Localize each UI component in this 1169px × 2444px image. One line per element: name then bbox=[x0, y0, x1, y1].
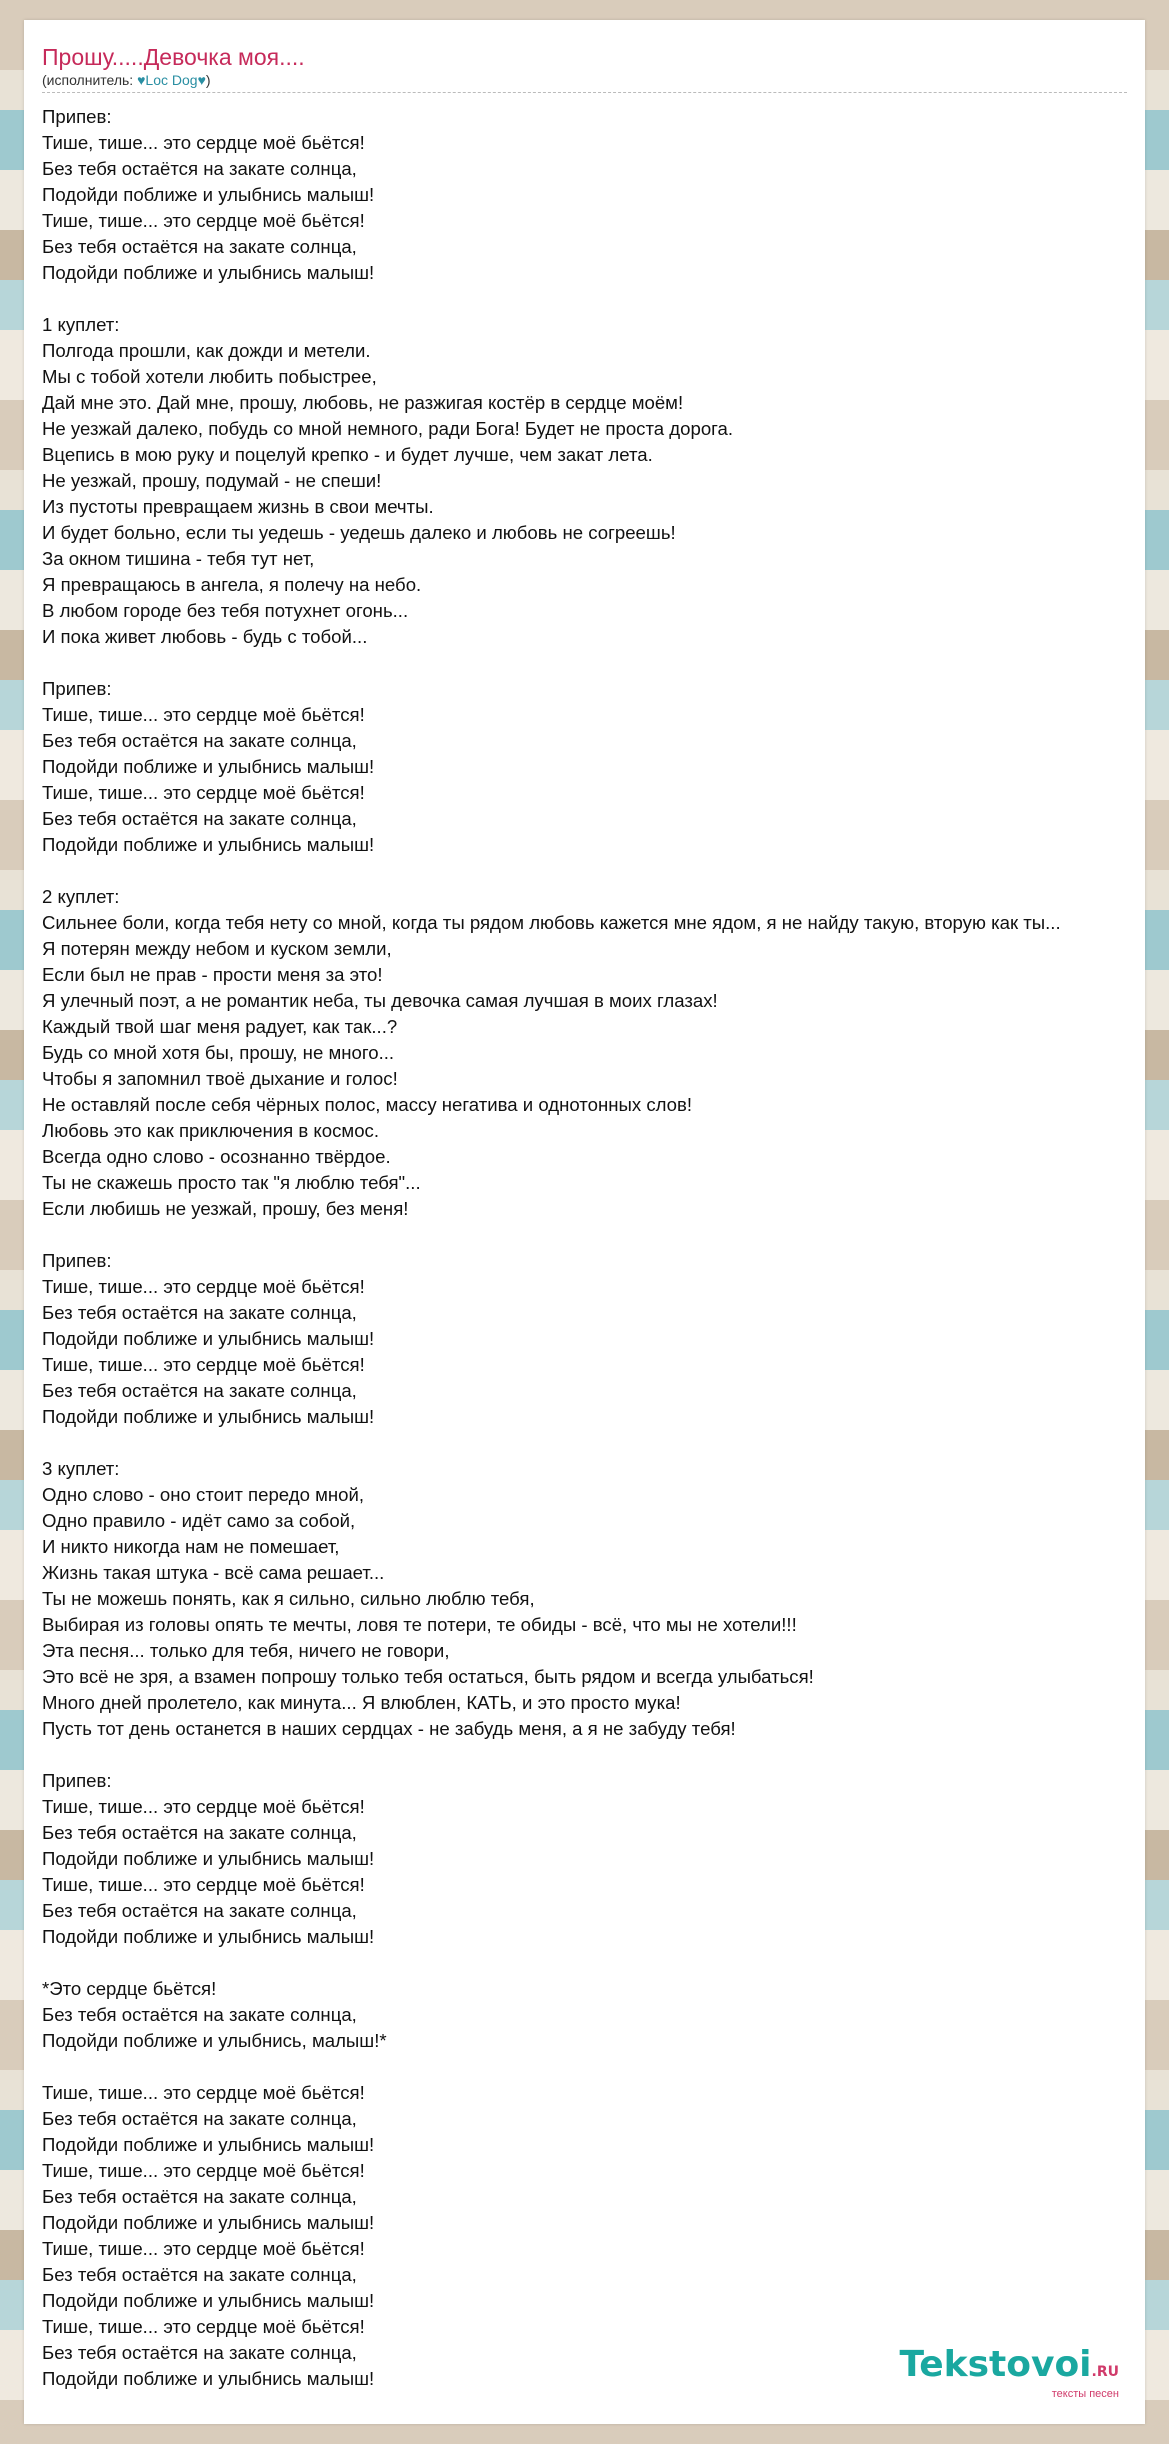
song-title: Прошу.....Девочка моя.... bbox=[42, 44, 305, 70]
logo-tld: .RU bbox=[1091, 2364, 1119, 2380]
performer-prefix: (исполнитель: bbox=[42, 72, 138, 88]
site-logo[interactable] bbox=[899, 2344, 1119, 2400]
performer-suffix: ) bbox=[205, 72, 211, 88]
heart-left-icon: ♥ bbox=[137, 72, 146, 88]
lyrics-card bbox=[24, 20, 1145, 2424]
lyrics-text: Припев: Тише, тише... это сердце моё бьётся! Без тебя остаётся на закате солнца, Подойди поближе и улыбнись малыш! Тише, тише... это сердце моё бьётся! Без тебя остаётся на закате солнца, Подойди поближе и улыбнись малыш! 1 куплет: Полгода прошли, как дожди и метели. Мы с тобой хотели любить побыстрее, Дай мне это. Дай мне, прошу, любовь, не разжигая костёр в сердце моём! Не уезжай далеко, побудь со мной немного, ради Бога! Будет не проста дорога. Вцепись в мою руку и поцелуй крепко - и будет лучше, чем закат лета. Не уезжай, прошу, подумай - не спеши! Из пустоты превращаем жизнь в свои мечты. И будет больно, если ты уедешь - уедешь далеко и любовь не согреешь! За окном тишина - тебя тут нет, Я превращаюсь в ангела, я полечу на небо. В любом городе без тебя потухнет огонь... И пока живет любовь - будь с тобой... Припев: Тише, тише... это сердце моё бьётся! Без тебя остаётся на закате солнца, Подойди поближе и улыбнись малыш! Тише, тише... это сердце моё бьётся! Без тебя остаётся на закате солнца, Подойди поближе и улыбнись малыш! 2 куплет: Сильнее боли, когда тебя нету со мной, когда ты рядом любовь кажется мне ядом, я не найду такую, вторую как ты... Я потерян между небом и куском земли, Если был не прав - прости меня за это! Я улечный поэт, а не романтик неба, ты девочка самая лучшая в моих глазах! Каждый твой шаг меня радует, как так...? Будь со мной хотя бы, прошу, не много... Чтобы я запомнил твоё дыхание и голос! Не оставляй после себя чёрных полос, массу негатива и однотонных слов! Любовь это как приключения в космос. Всегда одно слово - осознанно твёрдое. Ты не скажешь просто так "я люблю тебя"... Если любишь не уезжай, прошу, без меня! Припев: Тише, тише... это сердце моё бьётся! Без тебя остаётся на закате солнца, Подойди поближе и улыбнись малыш! Тише, тише... это сердце моё бьётся! Без тебя остаётся на закате солнца, Подойди поближе и улыбнись малыш! 3 куплет: Одно слово - оно стоит передо мной, Одно правило - идёт само за собой, И никто никогда нам не помешает, Жизнь такая штука - всё сама решает... Ты не можешь понять, как я сильно, сильно люблю тебя, Выбирая из головы опять те мечты, ловя те потери, те обиды - всё, что мы не хотели!!! Эта песня... только для тебя, ничего не говори, Это всё не зря, а взамен попрошу только тебя остаться, быть рядом и всегда улыбаться! Много дней пролетело, как минута... Я влюблен, КАТЬ, и это просто мука! Пусть тот день останется в наших сердцах - не забудь меня, а я не забуду тебя! Припев: Тише, тише... это сердце моё бьётся! Без тебя остаётся на закате солнца, Подойди поближе и улыбнись малыш! Тише, тише... это сердце моё бьётся! Без тебя остаётся на закате солнца, Подойди поближе и улыбнись малыш! *Это сердце бьётся! Без тебя остаётся на закате солнца, Подойди поближе и улыбнись, малыш!* Тише, тише... это сердце моё бьётся! Без тебя остаётся на закате солнца, Подойди поближе и улыбнись малыш! Тише, тише... это сердце моё бьётся! Без тебя остаётся на закате солнца, Подойди поближе и улыбнись малыш! Тише, тише... это сердце моё бьётся! Без тебя остаётся на закате солнца, Подойди поближе и улыбнись малыш! Тише, тише... это сердце моё бьётся! Без тебя остаётся на закате солнца, Подойди поближе и улыбнись малыш! bbox=[42, 106, 1061, 2389]
logo-tagline: тексты песен bbox=[1051, 2388, 1119, 2400]
divider bbox=[42, 92, 1127, 93]
heart-right-icon: ♥ bbox=[197, 72, 206, 88]
artist-link[interactable]: Loc Dog bbox=[145, 72, 198, 88]
performer-line bbox=[42, 72, 211, 88]
logo-name: Tekstovoi bbox=[899, 2344, 1092, 2385]
